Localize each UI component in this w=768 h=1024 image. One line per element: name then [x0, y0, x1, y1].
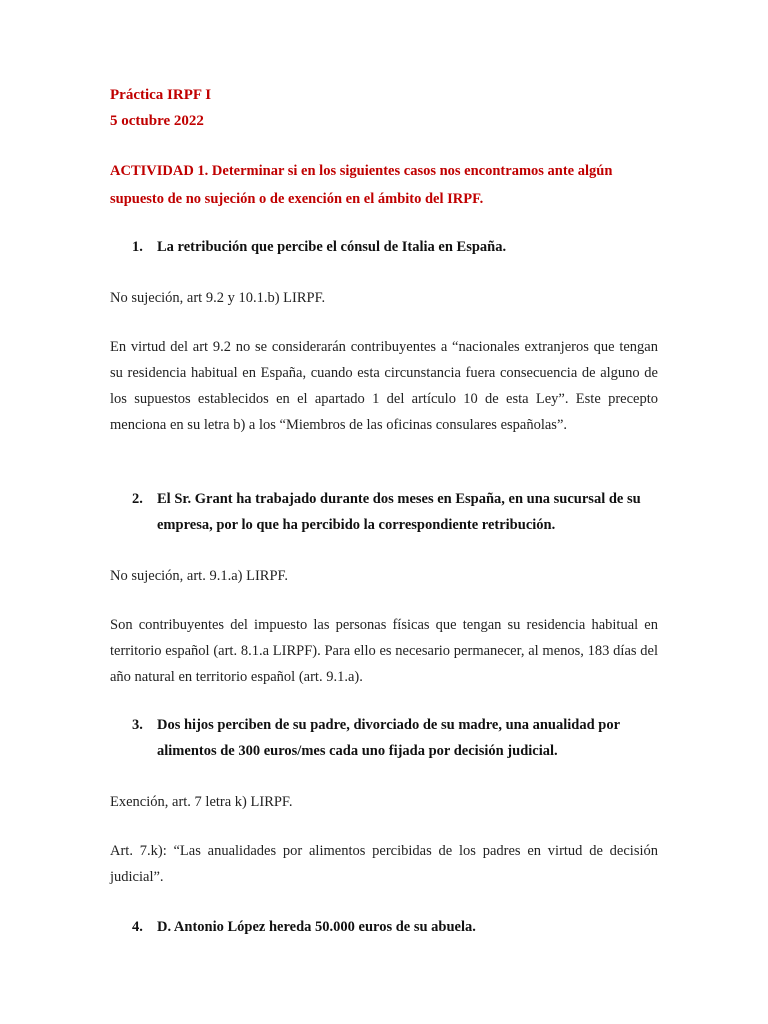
- case-3-answer: Exención, art. 7 letra k) LIRPF.: [110, 794, 293, 810]
- case-3-number: 3.: [132, 717, 143, 733]
- document-date: 5 octubre 2022: [110, 113, 204, 129]
- case-1-question: La retribución que percibe el cónsul de Italia en España.: [157, 239, 507, 255]
- case-4-number: 4.: [132, 919, 143, 935]
- case-2-answer: No sujeción, art. 9.1.a) LIRPF.: [110, 568, 289, 584]
- case-3-explanation: Art. 7.k): “Las anualidades por alimentos percibidas de los padres en virtud de decisión judicial”.: [110, 843, 658, 885]
- activity-heading: ACTIVIDAD 1. Determinar si en los siguientes casos nos encontramos ante algún supuesto de no sujeción o de exención en el ámbito del IRPF.: [110, 163, 613, 207]
- case-3-question: Dos hijos perciben de su padre, divorciado de su madre, una anualidad por alimentos de 300 euros/mes cada uno fijada por decisión judicial.: [157, 717, 620, 759]
- document-title: Práctica IRPF I: [110, 87, 212, 103]
- case-1-number: 1.: [132, 239, 143, 255]
- case-1-explanation: En virtud del art 9.2 no se considerarán contribuyentes a “nacionales extranjeros que tengan su residencia habitual en España, cuando esta circunstancia fuera consecuencia de alguno de los supuestos establecidos en el apartado 1 del artículo 10 de esta Ley”. Este precepto menciona en su letra b) a los “Miembros de las oficinas consulares españolas”.: [110, 339, 658, 433]
- case-1-answer: No sujeción, art 9.2 y 10.1.b) LIRPF.: [110, 290, 326, 306]
- case-2-question: El Sr. Grant ha trabajado durante dos meses en España, en una sucursal de su empresa, por lo que ha percibido la correspondiente retribución.: [157, 491, 641, 533]
- case-4-question: D. Antonio López hereda 50.000 euros de su abuela.: [157, 919, 476, 935]
- case-2-explanation: Son contribuyentes del impuesto las personas físicas que tengan su residencia habitual en territorio español (art. 8.1.a LIRPF). Para ello es necesario permanecer, al menos, 183 días del año natural en territorio español (art. 9.1.a).: [110, 617, 658, 685]
- case-2-number: 2.: [132, 491, 143, 507]
